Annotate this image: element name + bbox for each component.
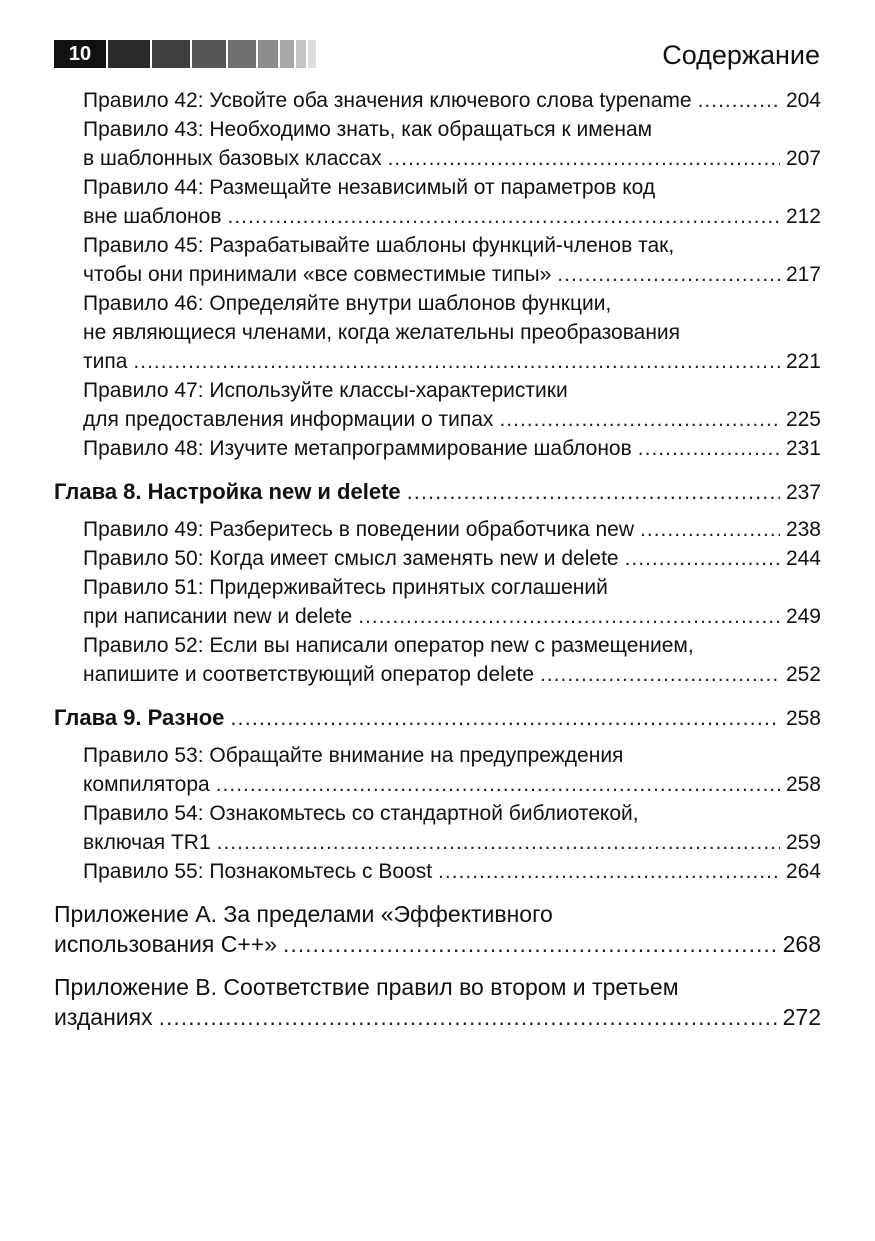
table-of-contents xyxy=(54,86,821,1032)
dot-leader xyxy=(216,770,780,799)
toc-entry-title: чтобы они принимали «все совместимые типы» xyxy=(83,263,552,286)
toc-entry-title: Правило 55: Познакомьтесь с Boost xyxy=(83,860,433,883)
dot-leader xyxy=(640,515,780,544)
toc-entry-rule[interactable] xyxy=(83,631,821,689)
toc-entry-title: Правило 48: Изучите метапрограммирование шаблонов xyxy=(83,437,632,460)
toc-line xyxy=(83,660,821,689)
toc-entry-rule[interactable] xyxy=(83,289,821,376)
toc-line xyxy=(83,828,821,857)
dot-leader xyxy=(407,477,780,507)
toc-page-number: 258 xyxy=(785,773,821,796)
header-bar xyxy=(296,40,306,68)
toc-line xyxy=(83,515,821,544)
toc-line xyxy=(83,144,821,173)
toc-entry-title: напишите и соответствующий оператор delete xyxy=(83,663,535,686)
dot-leader xyxy=(557,260,780,289)
header-bar xyxy=(108,40,150,68)
toc-entry-title: Приложение А. За пределами «Эффективного xyxy=(54,901,553,927)
toc-page-number: 258 xyxy=(785,707,821,730)
toc-line xyxy=(54,899,821,929)
toc-entry-title: вне шаблонов xyxy=(83,205,222,228)
dot-leader xyxy=(388,144,780,173)
toc-entry-rule[interactable] xyxy=(83,573,821,631)
toc-entry-title: включая TR1 xyxy=(83,831,211,854)
toc-entry-rule[interactable] xyxy=(83,799,821,857)
dot-leader xyxy=(283,929,777,959)
toc-page-number: 221 xyxy=(785,350,821,373)
toc-line xyxy=(83,173,821,202)
dot-leader xyxy=(133,347,780,376)
dot-leader xyxy=(159,1002,777,1032)
toc-entry-title: Правило 43: Необходимо знать, как обращаться к именам xyxy=(83,118,653,141)
toc-line xyxy=(83,202,821,231)
toc-entry-rule[interactable] xyxy=(83,857,821,886)
toc-entry-title: использования С++» xyxy=(54,931,277,957)
toc-line xyxy=(83,602,821,631)
toc-line xyxy=(83,434,821,463)
dot-leader xyxy=(438,857,780,886)
toc-line xyxy=(83,318,821,347)
toc-page-number: 264 xyxy=(785,860,821,883)
dot-leader xyxy=(499,405,780,434)
header-bar xyxy=(192,40,226,68)
toc-page-number: 217 xyxy=(785,263,821,286)
toc-page-number: 207 xyxy=(785,147,821,170)
dot-leader xyxy=(625,544,780,573)
toc-line xyxy=(83,260,821,289)
toc-entry-rule[interactable] xyxy=(83,115,821,173)
toc-line xyxy=(83,544,821,573)
toc-line xyxy=(83,289,821,318)
toc-entry-title: Правило 49: Разберитесь в поведении обработчика new xyxy=(83,518,635,541)
toc-entry-rule[interactable] xyxy=(83,434,821,463)
toc-page-number: 259 xyxy=(785,831,821,854)
running-title: Содержание xyxy=(662,40,820,70)
toc-line xyxy=(83,405,821,434)
dot-leader xyxy=(698,86,780,115)
toc-line xyxy=(83,770,821,799)
toc-line xyxy=(54,929,821,959)
toc-entry-title: Правило 47: Используйте классы-характеристики xyxy=(83,379,568,402)
toc-entry-rule[interactable] xyxy=(83,173,821,231)
toc-entry-rule[interactable] xyxy=(83,515,821,544)
header-bar xyxy=(258,40,278,68)
toc-page-number: 237 xyxy=(785,481,821,504)
toc-page-number: 238 xyxy=(785,518,821,541)
toc-entry-title: в шаблонных базовых классах xyxy=(83,147,382,170)
toc-entry-rule[interactable] xyxy=(83,376,821,434)
header-bar xyxy=(280,40,294,68)
toc-line xyxy=(83,573,821,602)
toc-page-number: 252 xyxy=(785,663,821,686)
toc-line xyxy=(83,115,821,144)
toc-entry-rule[interactable] xyxy=(83,86,821,115)
toc-entry-title: при написании new и delete xyxy=(83,605,353,628)
toc-entry-rule[interactable] xyxy=(83,741,821,799)
toc-page-number: 272 xyxy=(782,1004,821,1030)
toc-entry-title: Правило 50: Когда имеет смысл заменять new и delete xyxy=(83,547,619,570)
toc-page-number: 204 xyxy=(785,89,821,112)
header-bar xyxy=(152,40,190,68)
toc-entry-title: Правило 54: Ознакомьтесь со стандартной библиотекой, xyxy=(83,802,639,825)
toc-entry-title: Правило 52: Если вы написали оператор new с размещением, xyxy=(83,634,694,657)
toc-line xyxy=(83,741,821,770)
toc-entry-title: для предоставления информации о типах xyxy=(83,408,494,431)
toc-line xyxy=(83,347,821,376)
toc-entry-title: Правило 42: Усвойте оба значения ключевого слова typename xyxy=(83,89,692,112)
toc-entry-appendix[interactable] xyxy=(54,972,821,1032)
toc-line xyxy=(83,376,821,405)
toc-line xyxy=(54,477,821,508)
toc-line xyxy=(54,1002,821,1032)
toc-entry-rule[interactable] xyxy=(83,231,821,289)
toc-line xyxy=(83,86,821,115)
toc-page-number: 268 xyxy=(782,931,821,957)
toc-line xyxy=(83,857,821,886)
dot-leader xyxy=(358,602,780,631)
toc-line xyxy=(83,799,821,828)
toc-entry-chapter[interactable] xyxy=(54,703,821,734)
toc-line xyxy=(83,631,821,660)
header-bar xyxy=(308,40,316,68)
toc-entry-title: Приложение В. Соответствие правил во втором и третьем xyxy=(54,974,679,1000)
toc-entry-title: компилятора xyxy=(83,773,210,796)
toc-page-number: 225 xyxy=(785,408,821,431)
toc-entry-chapter[interactable] xyxy=(54,477,821,508)
toc-page-number: 244 xyxy=(785,547,821,570)
toc-page-number: 231 xyxy=(785,437,821,460)
toc-line xyxy=(54,703,821,734)
toc-entry-title: Правило 45: Разрабатывайте шаблоны функций-членов так, xyxy=(83,234,675,257)
header-bar xyxy=(228,40,256,68)
toc-entry-title: Правило 51: Придерживайтесь принятых соглашений xyxy=(83,576,608,599)
toc-line xyxy=(54,972,821,1002)
dot-leader xyxy=(638,434,780,463)
toc-page-number: 212 xyxy=(785,205,821,228)
toc-entry-title: Правило 53: Обращайте внимание на предупреждения xyxy=(83,744,624,767)
toc-entry-title: Глава 8. Настройка new и delete xyxy=(54,479,401,504)
toc-entry-title: Правило 44: Размещайте независимый от параметров код xyxy=(83,176,656,199)
toc-page-number: 249 xyxy=(785,605,821,628)
toc-line xyxy=(83,231,821,260)
page-number: 10 xyxy=(54,40,106,68)
dot-leader xyxy=(230,703,780,733)
toc-entry-title: Правило 46: Определяйте внутри шаблонов функции, xyxy=(83,292,612,315)
toc-entry-title: типа xyxy=(83,350,128,373)
toc-entry-title: Глава 9. Разное xyxy=(54,705,225,730)
toc-entry-rule[interactable] xyxy=(83,544,821,573)
page-header xyxy=(0,40,875,70)
dot-leader xyxy=(217,828,780,857)
toc-entry-title: не являющиеся членами, когда желательны преобразования xyxy=(83,321,681,344)
toc-entry-title: изданиях xyxy=(54,1004,153,1030)
dot-leader xyxy=(227,202,779,231)
dot-leader xyxy=(540,660,780,689)
toc-entry-appendix[interactable] xyxy=(54,899,821,959)
